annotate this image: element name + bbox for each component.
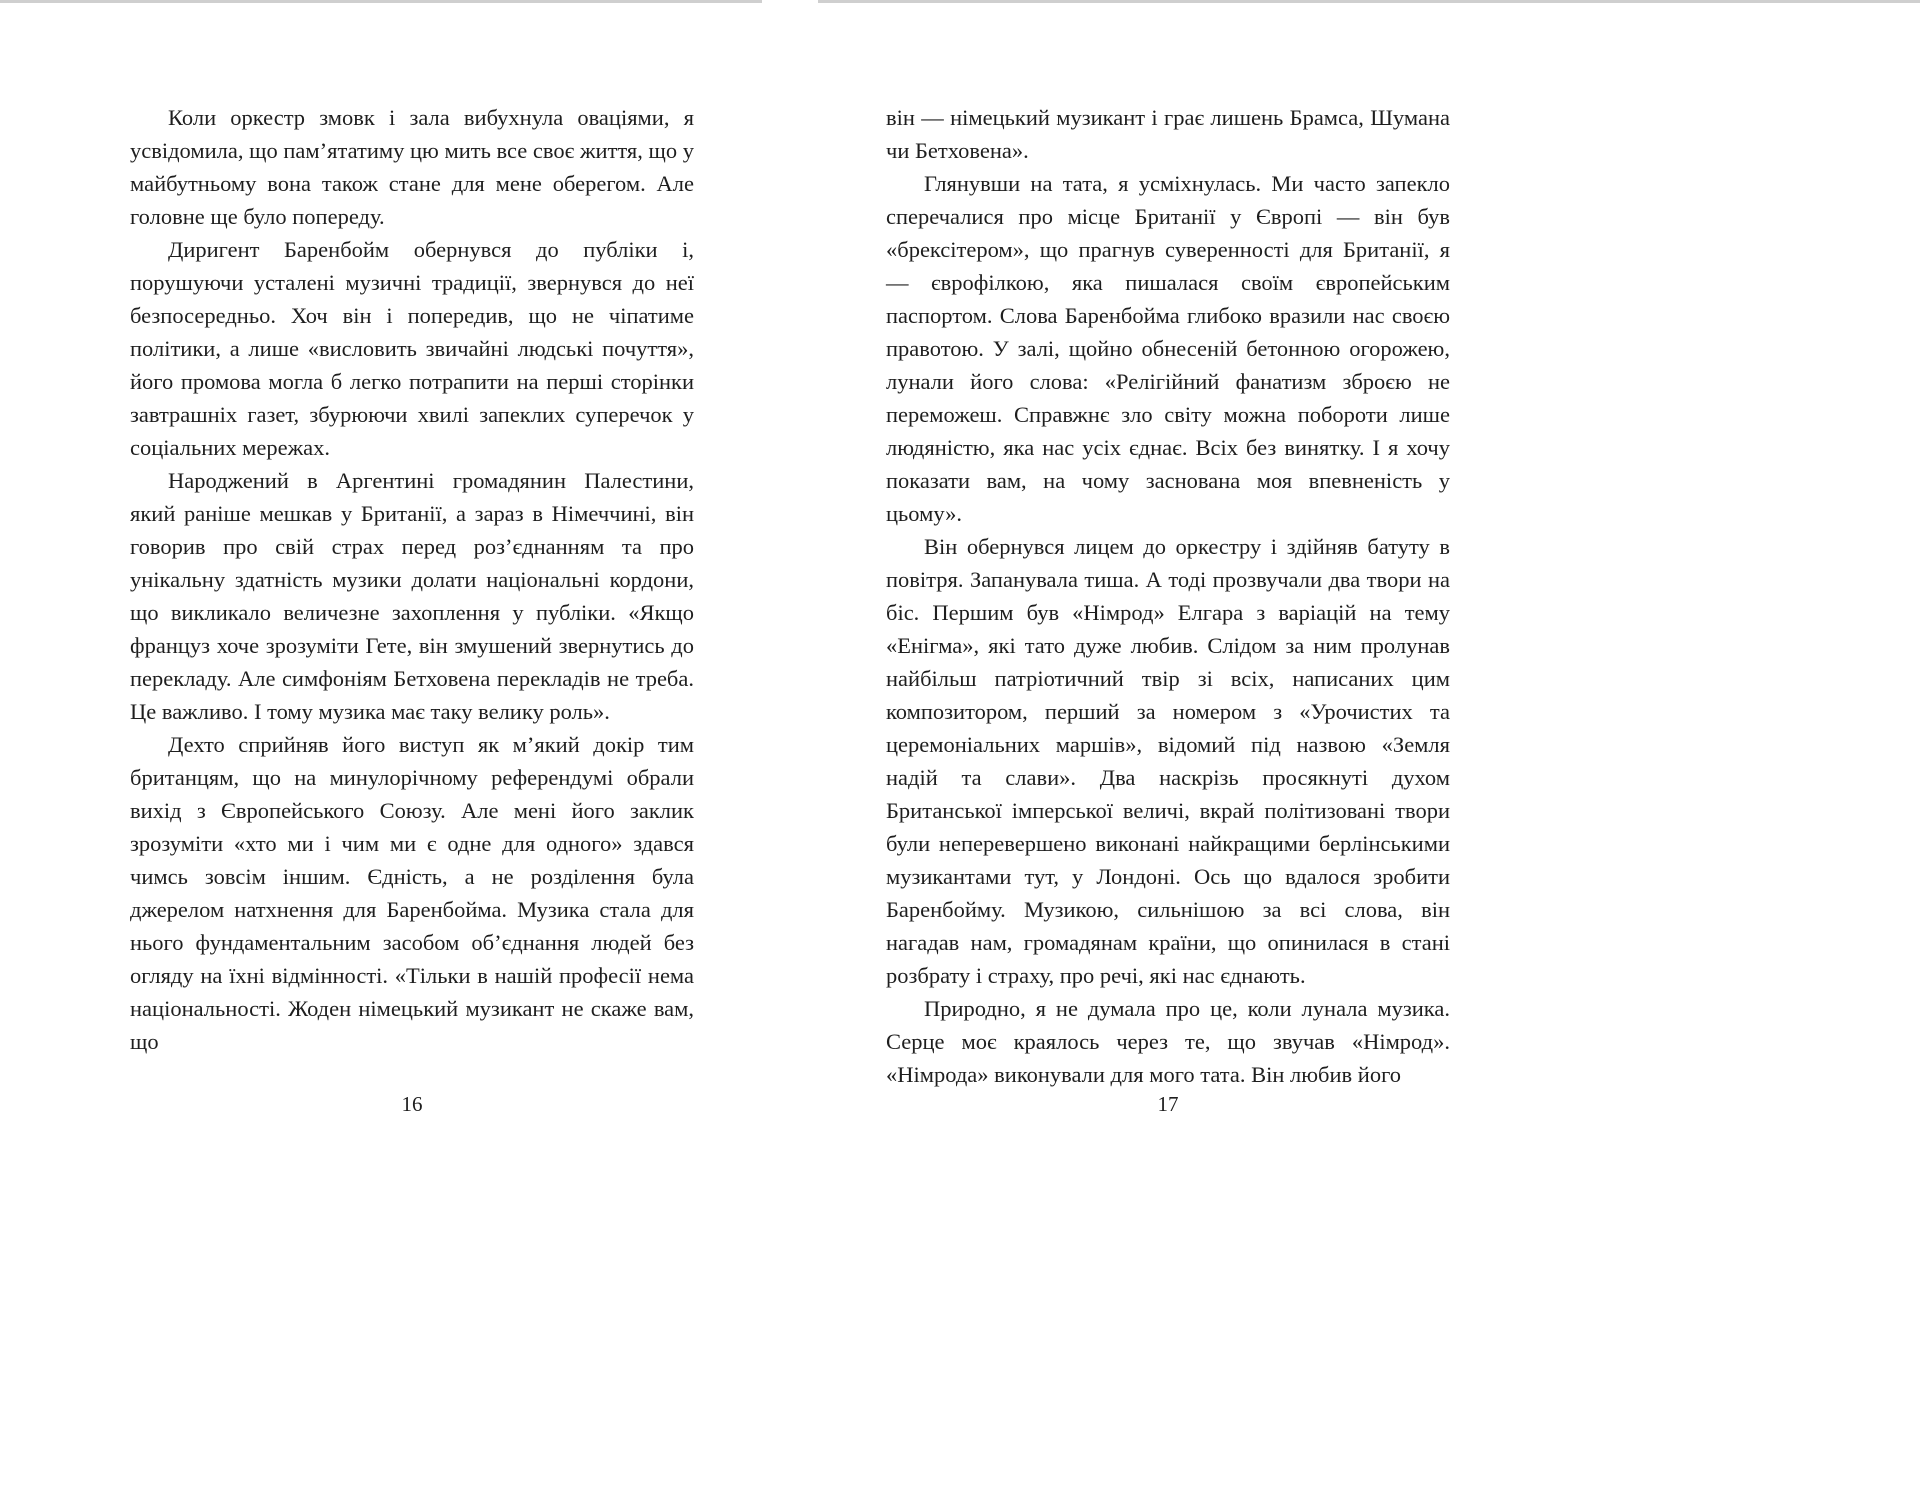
paragraph: Народжений в Аргентині громадянин Палестини, який раніше мешкав у Британії, а зараз в Німеччині, він говорив про свій страх перед роз’єднанням та про унікальну здатність музики долати національні кордони, що викликало величезне захоплення у публіки. «Якщо француз хоче зрозуміти Гете, він змушений звернутись до перекладу. Але симфоніям Бетховена перекладів не треба. Це важливо. І тому музика має таку велику роль». [130,468,694,724]
paragraph: Природно, я не думала про це, коли лунала музика. Серце моє краялось через те, що звучав «Німрод». «Німрода» виконували для мого тата. Він любив його [886,996,1450,1087]
paragraph: Глянувши на тата, я усміхнулась. Ми часто запекло сперечалися про місце Британії у Європі — він був «брексітером», що прагнув суверенності для Британії, я — єврофілкою, яка пишалася своїм європейським паспортом. Слова Баренбойма глибоко вразили нас своєю правотою. У залі, щойно обнесеній бетонною огорожею, лунали його слова: «Релігійний фанатизм зброєю не переможеш. Справжнє зло світу можна побороти лише людяністю, яка нас усіх єднає. Всіх без винятку. І я хочу показати вам, на чому заснована моя впевненість у цьому». [886,171,1450,526]
paragraph: він — німецький музикант і грає лишень Брамса, Шумана чи Бетховена». [886,105,1450,163]
page-top-rule-left [0,0,762,3]
page-number-left: 16 [401,1092,423,1116]
paragraph: Коли оркестр змовк і зала вибухнула оваціями, я усвідомила, що пам’ятатиму цю мить все своє життя, що у майбутньому вона також стане для мене оберегом. Але головне ще було попереду. [130,105,694,229]
paragraph: Він обернувся лицем до оркестру і здійняв батуту в повітря. Запанувала тиша. А тоді прозвучали два твори на біс. Першим був «Німрод» Елгара з варіацій на тему «Енігма», які тато дуже любив. Слідом за ним пролунав найбільш патріотичний твір зі всіх, написаних цим композитором, перший за номером з «Урочистих та церемоніальних маршів», відомий під назвою «Земля надій та слави». Два наскрізь просякнуті духом Британської імперської величі, вкрай політизовані твори були неперевершено виконані найкращими берлінськими музикантами тут, у Лондоні. Ось що вдалося зробити Баренбойму. Музикою, сильнішою за всі слова, він нагадав нам, громадянам країни, що опинилася в стані розбрату і страху, про речі, які нас єднають. [886,534,1450,988]
left-page-text-block [130,101,694,1058]
page-number-right: 17 [1157,1092,1179,1116]
page-top-rule-right [818,0,1920,3]
right-page-text-block [886,101,1450,1091]
paragraph: Диригент Баренбойм обернувся до публіки і, порушуючи усталені музичні традиції, звернувся до неї безпосередньо. Хоч він і попередив, що не чіпатиме політики, а лише «висловить звичайні людські почуття», його промова могла б легко потрапити на перші сторінки завтрашніх газет, збурюючи хвилі запеклих суперечок у соціальних мережах. [130,237,694,460]
paragraph: Дехто сприйняв його виступ як м’який докір тим британцям, що на минулорічному референдумі обрали вихід з Європейського Союзу. Але мені його заклик зрозуміти «хто ми і чим ми є одне для одного» здався чимсь зовсім іншим. Єдність, а не розділення була джерелом натхнення для Баренбойма. Музика стала для нього фундаментальним засобом об’єднання людей без огляду на їхні відмінності. «Тільки в нашій професії нема національності. Жоден німецький музикант не скаже вам, що [130,732,694,1054]
